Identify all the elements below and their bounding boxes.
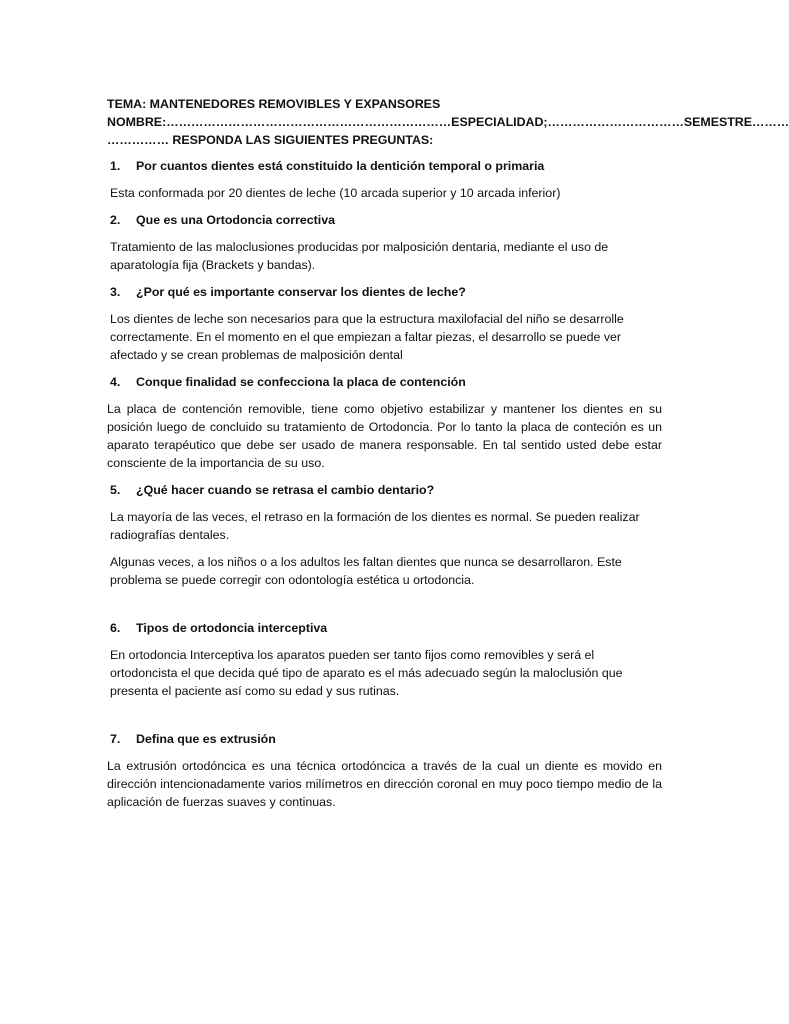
topic-title: TEMA: MANTENEDORES REMOVIBLES Y EXPANSORES — [107, 97, 441, 111]
answer-paragraph: La placa de contención removible, tiene como objetivo estabilizar y mantener los dientes en su posición luego de concluido su tratamiento de Ortodoncia. Por lo tanto la placa de conteción es un aparato terapéutico que debe ser usado de manera responsable. En tal sentido usted debe estar consciente de la importancia de su uso. — [107, 402, 662, 470]
name-field-line: NOMBRE:……………………………………………………………ESPECIALIDAD;……………………………SEMESTRE……… — [107, 115, 789, 129]
question-block — [107, 283, 662, 364]
answer-paragraph: Tratamiento de las maloclusiones producidas por malposición dentaria, mediante el uso de aparatología fija (Brackets y bandas). — [110, 240, 609, 272]
answer-paragraph: Algunas veces, a los niños o a los adultos les faltan dientes que nunca se desarrollaron. Este problema se puede corregir con odontología estética u ortodoncia. — [110, 555, 622, 587]
question-block — [107, 373, 662, 472]
question-block — [107, 157, 662, 202]
question-heading: 4. Conque finalidad se confecciona la placa de contención — [110, 375, 466, 389]
answer-paragraph: La mayoría de las veces, el retraso en la formación de los dientes es normal. Se pueden realizar radiografías dentales. — [110, 510, 640, 542]
document-header — [107, 95, 789, 149]
question-block — [107, 481, 662, 589]
answer-paragraph: La extrusión ortodóncica es una técnica ortodóncica a través de la cual un diente es movido en dirección intencionadamente varios milímetros en dirección coronal en muy poco tiempo medio de la aplicación de fuerzas suaves y continuas. — [107, 759, 662, 809]
answer-paragraph: Esta conformada por 20 dientes de leche (10 arcada superior y 10 arcada inferior) — [110, 186, 561, 200]
document-body — [107, 95, 789, 811]
question-block — [107, 211, 662, 274]
answer-paragraph: En ortodoncia Interceptiva los aparatos pueden ser tanto fijos como removibles y será el ortodoncista el que decida qué tipo de aparato es el más adecuado según la maloclusión que presenta el paciente así como su edad y sus rutinas. — [110, 648, 623, 698]
question-block — [107, 730, 662, 811]
answer-paragraph: Los dientes de leche son necesarios para que la estructura maxilofacial del niño se desarrolle correctamente. En el momento en el que empiezan a faltar piezas, el desarrollo se puede ver afectado y se crean problemas de malposición dental — [110, 312, 624, 362]
question-heading: 1. Por cuantos dientes está constituido la dentición temporal o primaria — [110, 159, 545, 173]
question-heading: 5. ¿Qué hacer cuando se retrasa el cambio dentario? — [110, 483, 435, 497]
question-heading: 2. Que es una Ortodoncia correctiva — [110, 213, 336, 227]
question-heading: 6. Tipos de ortodoncia interceptiva — [110, 621, 328, 635]
instruction-line: …………… RESPONDA LAS SIGUIENTES PREGUNTAS: — [107, 133, 434, 147]
question-block — [107, 619, 662, 700]
question-heading: 7. Defina que es extrusión — [110, 732, 276, 746]
question-heading: 3. ¿Por qué es importante conservar los dientes de leche? — [110, 285, 466, 299]
